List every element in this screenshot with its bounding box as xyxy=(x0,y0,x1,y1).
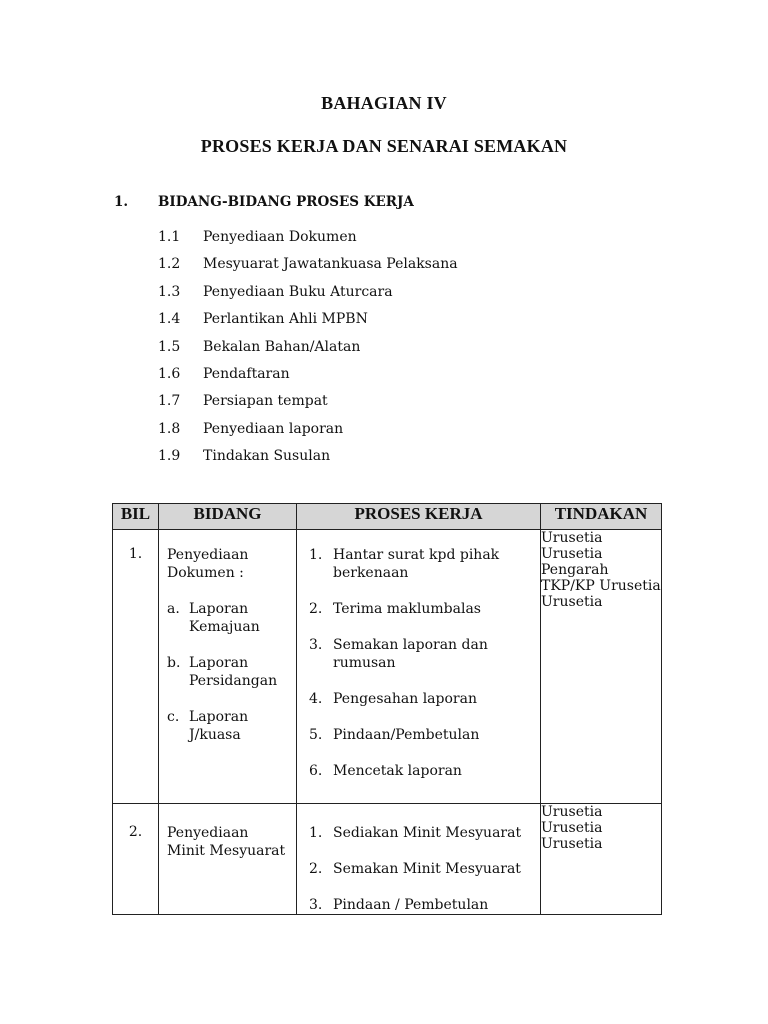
tindakan-value: Urusetia xyxy=(541,530,603,546)
tindakan-value: Urusetia xyxy=(541,594,603,610)
tindakan-value: Urusetia xyxy=(541,546,603,562)
proses-cell xyxy=(297,530,541,804)
process-step: 3. Semakan laporan dan rumusan xyxy=(309,637,488,671)
section-number: 1. xyxy=(114,194,129,210)
sub-item: c. Laporan J/kuasa xyxy=(167,709,249,743)
header-proses-kerja: PROSES KERJA xyxy=(297,504,541,530)
tindakan-value: TKP/KP xyxy=(541,578,595,594)
header-tindakan: TINDAKAN xyxy=(541,504,662,530)
bidang-cell xyxy=(159,804,297,915)
process-step: 1. Hantar surat kpd pihak berkenaan xyxy=(309,547,500,581)
header-bidang: BIDANG xyxy=(159,504,297,530)
bidang-title: Penyediaan Minit Mesyuarat xyxy=(167,825,286,859)
process-step: 6. Mencetak laporan xyxy=(309,763,462,779)
section-title: BIDANG-BIDANG PROSES KERJA xyxy=(158,194,414,210)
process-step: 1. Sediakan Minit Mesyuarat xyxy=(309,825,522,841)
process-table xyxy=(112,503,662,915)
process-step: 2. Semakan Minit Mesyuarat xyxy=(309,861,521,877)
tindakan-value: Urusetia xyxy=(541,804,603,820)
part-heading: BAHAGIAN IV xyxy=(321,93,447,113)
table-row xyxy=(113,804,662,915)
bidang-title: Penyediaan Dokumen : xyxy=(167,547,249,581)
tindakan-value: Urusetia xyxy=(599,578,661,594)
table-header-row xyxy=(113,504,662,530)
process-step: 2. Terima maklumbalas xyxy=(309,601,481,617)
bidang-cell xyxy=(159,530,297,804)
table-row xyxy=(113,530,662,804)
tindakan-cell xyxy=(541,530,662,804)
process-step: 5. Pindaan/Pembetulan xyxy=(309,727,480,743)
tindakan-value: Pengarah xyxy=(541,562,609,578)
bil-cell: 1. xyxy=(113,530,159,804)
header-bil: BIL xyxy=(113,504,159,530)
sub-item: a. Laporan Kemajuan xyxy=(167,601,260,635)
bil-cell: 2. xyxy=(113,804,159,915)
process-step: 3. Pindaan / Pembetulan xyxy=(309,897,489,913)
tindakan-value: Urusetia xyxy=(541,820,603,836)
page-title: PROSES KERJA DAN SENARAI SEMAKAN xyxy=(200,136,568,156)
process-step: 4. Pengesahan laporan xyxy=(309,691,477,707)
document-page: BAHAGIAN IV PROSES KERJA DAN SENARAI SEMAKAN 1. BIDANG-BIDANG PROSES KERJA 1.1 Penyediaan Dokumen 1.2 Mesyuarat Jawatankuasa Pelaksana 1.3 Penyediaan Buku Aturcara 1.4 Perlantikan Ahli MPBN 1.5 Bekalan Bahan/Alatan 1.6 Pendaftaran 1.7 Persiapan tempat 1.8 Penyediaan laporan 1.9 Tindakan Susulan BIL BIDANG PROSES KERJA TINDAKAN 1. Penyediaan Dokumen : a. Laporan Kemajuan b. Laporan Persidangan c. Laporan J/kuasa 1. Hantar surat kpd pihak berkenaan 2. Terima maklumbalas 3. Semakan laporan dan rumusan 4. Pengesahan laporan 5. Pindaan/Pembetulan 6. Mencetak laporan Urusetia Urusetia Pengarah TKP/KP Urusetia Urusetia 2. Penyediaan Minit Mesyuarat 1. Sediakan Minit Mesyuarat 2. Semakan Minit Mesyuarat 3. Pindaan / Pembetulan Urusetia Urusetia Urusetia xyxy=(0,0,768,1024)
tindakan-cell xyxy=(541,804,662,915)
tindakan-value: Urusetia xyxy=(541,836,603,852)
sub-item: b. Laporan Persidangan xyxy=(167,655,278,689)
proses-cell xyxy=(297,804,541,915)
